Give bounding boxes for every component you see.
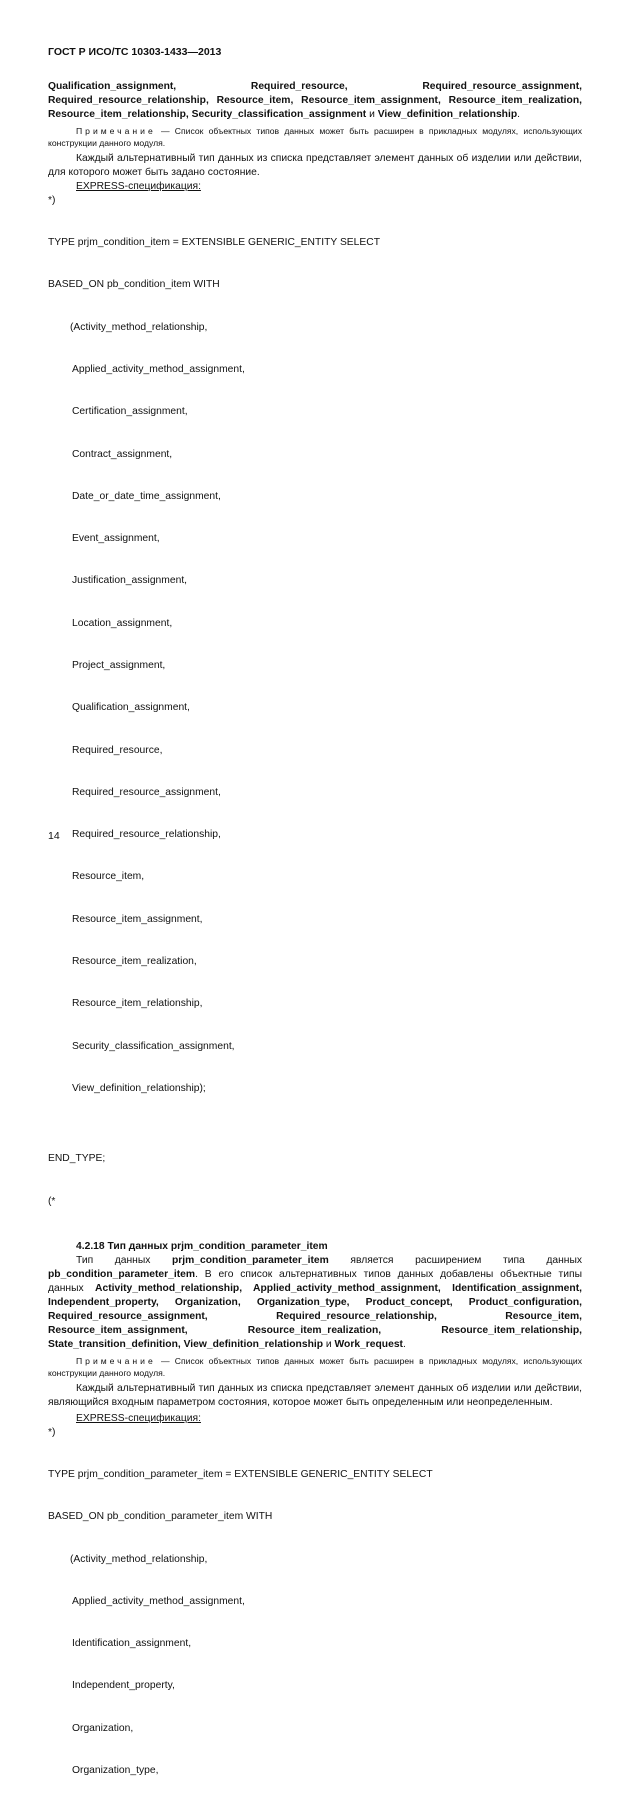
code-item: Certification_assignment, <box>72 406 188 418</box>
code-item: Applied_activity_method_assignment, <box>72 364 245 376</box>
code-end-line: END_TYPE; <box>48 1153 106 1165</box>
code-item: Justification_assignment, <box>72 575 188 587</box>
intro-last-entity: View_definition_relationship <box>377 109 518 120</box>
code-block-2 <box>48 1440 582 1806</box>
express-label-2: EXPRESS-спецификация: <box>76 1412 201 1424</box>
code-open-1: *) <box>48 195 56 206</box>
code-item: Organization_type, <box>72 1765 159 1776</box>
note-label: Примечание <box>76 126 156 136</box>
code-open-2: *) <box>48 1426 56 1438</box>
p2-last-entity: Work_request <box>334 1338 403 1350</box>
code-type-line: TYPE prjm_condition_item = EXTENSIBLE GENERIC_ENTITY SELECT <box>48 237 380 249</box>
page-content <box>48 80 582 1806</box>
note-label: Примечание <box>76 1355 156 1366</box>
paragraph-1: Каждый альтернативный тип данных из списка представляет элемент данных об изделии или действии, для которого может быть задано состояние. <box>48 153 582 178</box>
code-item: Contract_assignment, <box>72 448 173 460</box>
note-text: — Список объектных типов данных может быть расширен в прикладных модулях, использующих конструкции данного модуля. <box>48 1355 582 1378</box>
code-first-item: (Activity_method_relationship, <box>70 1553 208 1565</box>
intro-paragraph <box>48 80 582 122</box>
intro-entity-list: Qualification_assignment, Required_resource, Required_resource_assignment, Required_resource_relationship, Resource_item, Resource_item_assignment, Resource_item_realization, Resource_item_relationship, Security_classification_assignment <box>48 81 582 120</box>
p2-text: Тип данных <box>76 1254 172 1266</box>
code-item: Resource_item, <box>72 871 145 883</box>
code-item: Security_classification_assignment, <box>72 1040 235 1052</box>
intro-period: . <box>517 109 520 120</box>
paragraph-3: Каждый альтернативный тип данных из списка представляет элемент данных об изделии или действии, являющийся входным параметром состояния, которое может быть определенным или неопределенным. <box>48 1382 582 1408</box>
code-item: Applied_activity_method_assignment, <box>72 1595 245 1607</box>
code-item: Date_or_date_time_assignment, <box>72 490 221 502</box>
p2-text: . В его список альтернативных типов данных добавлены объектные типы данных <box>48 1268 582 1294</box>
p2-type-name: prjm_condition_parameter_item <box>172 1254 329 1266</box>
code-item: Required_resource, <box>72 744 163 756</box>
express-label-1: EXPRESS-спецификация: <box>76 181 201 192</box>
code-type-line: TYPE prjm_condition_parameter_item = EXTENSIBLE GENERIC_ENTITY SELECT <box>48 1469 433 1481</box>
code-close: (* <box>48 1195 56 1207</box>
note-1 <box>48 125 582 149</box>
code-item: Resource_item_relationship, <box>72 998 203 1010</box>
code-block-1 <box>48 208 582 1237</box>
code-item: Resource_item_assignment, <box>72 913 203 925</box>
note-text: — Список объектных типов данных может быть расширен в прикладных модулях, использующих конструкции данного модуля. <box>48 126 582 148</box>
code-item: Qualification_assignment, <box>72 702 190 714</box>
paragraph-2 <box>48 1254 582 1352</box>
p2-entity-list: Activity_method_relationship, Applied_activity_method_assignment, Identification_assignment, Independent_property, Organization, Organization_type, Product_concept, Product_configuration, Required_resource_assignment, Required_resource_relationship, Resource_item, Resource_item_assignment, Resource_item_realization, Resource_item_relationship, State_transition_definition, View_definition_relationship <box>48 1282 582 1350</box>
code-based-line: BASED_ON pb_condition_item WITH <box>48 279 220 291</box>
code-item: Independent_property, <box>72 1680 175 1692</box>
intro-conjunction: и <box>369 109 375 120</box>
code-item: Identification_assignment, <box>72 1638 192 1650</box>
code-item: Project_assignment, <box>72 660 166 671</box>
code-based-line: BASED_ON pb_condition_parameter_item WITH <box>48 1511 273 1523</box>
code-item: View_definition_relationship); <box>72 1082 206 1094</box>
p2-text: . <box>402 1338 406 1350</box>
code-first-item: (Activity_method_relationship, <box>70 321 208 333</box>
page-number: 14 <box>48 830 60 842</box>
code-item: Required_resource_relationship, <box>72 829 221 841</box>
p2-text: является расширением типа данных <box>328 1254 582 1266</box>
code-item: Resource_item_realization, <box>72 955 197 967</box>
note-2 <box>48 1355 582 1379</box>
section-heading: 4.2.18 Тип данных prjm_condition_parameter_item <box>76 1240 328 1252</box>
document-header: ГОСТ Р ИСО/ТС 10303-1433—2013 <box>48 46 222 58</box>
p2-text: и <box>323 1338 335 1350</box>
code-item: Organization, <box>72 1722 134 1734</box>
code-item: Event_assignment, <box>72 533 160 545</box>
code-item: Required_resource_assignment, <box>72 786 221 798</box>
code-item: Location_assignment, <box>72 617 173 629</box>
p2-base-type: pb_condition_parameter_item <box>48 1268 196 1280</box>
